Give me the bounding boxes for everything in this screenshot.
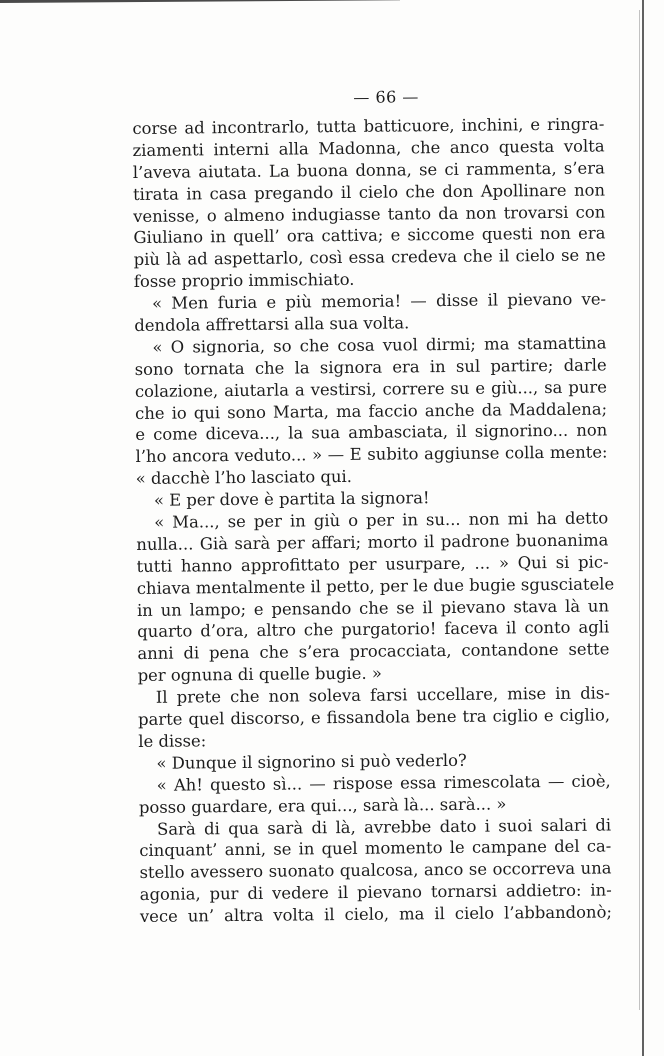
page-number: — 66 —	[353, 87, 419, 107]
text-line: ziamenti interni alla Madonna, che anco questa volta	[132, 136, 605, 160]
text-line: posso guardare, era qui..., sarà là... sarà... »	[138, 794, 507, 817]
text-line: « Dunque il signorino si può vederlo?	[156, 750, 467, 773]
text-line: fosse proprio immischiato.	[133, 270, 355, 292]
text-line: « E per dove è partita la signora!	[153, 488, 430, 510]
text-line: nulla... Già sarà per affari; morto il padrone buonanima	[136, 530, 609, 554]
text-line: cinquant’ anni, se in quel momento le campane del ca-	[139, 836, 612, 861]
text-line: anni di pena che s’era procacciata, contandone sette	[137, 639, 610, 664]
text-line: in un lampo; e pensando che se il pievano stava là un	[136, 596, 610, 620]
text-line: corse ad incontrarlo, tutta batticuore, inchini, e ringra-	[132, 114, 605, 138]
page-right-edge-binding	[642, 0, 644, 1056]
text-line: sono tornata che la signora era in sul partire; darle	[134, 355, 607, 379]
text-line: parte quel discorso, e fissandola bene tra ciglio e ciglio,	[137, 705, 611, 730]
text-line: « Ah! questo sì... — rispose essa rimescolata — cioè,	[156, 771, 611, 795]
text-line: chiava mentalmente il petto, per le due bugie sgusciatele	[136, 574, 615, 598]
text-line: Il prete che non soleva farsi uccellare, mise in dis-	[155, 683, 610, 707]
text-line: tutti hanno approfittato per usurpare, ... » Qui si pic-	[136, 552, 609, 576]
text-line: vece un’ altra volta il cielo, ma il cielo l’abbandonò;	[139, 902, 613, 927]
text-line: « Ma..., se per in giù o per in su... non mi ha detto	[154, 508, 609, 532]
text-line: Sarà di qua sarà di là, avrebbe dato i suoi salari di	[157, 814, 612, 839]
text-line: « dacchè l’ho lasciato qui.	[135, 467, 353, 489]
text-line: agonia, pur di vedere il pievano tornarsi addietro: in-	[139, 880, 612, 905]
text-line: più là ad aspettarlo, così essa credeva che il cielo se ne	[133, 245, 606, 270]
text-line: Giuliano in quell’ ora cattiva; e siccome questi non era	[133, 223, 606, 248]
page-right-edge-shadow	[639, 10, 640, 1010]
text-block	[132, 83, 615, 927]
text-line: l’ho ancora veduto... » — E subito aggiunse colla mente:	[135, 442, 608, 467]
text-line: e come diceva..., la sua ambasciata, il signorino... non	[135, 420, 608, 445]
text-line: per ognuna di quelle bugie. »	[137, 663, 383, 686]
text-line: « Men furia e più memoria! — disse il pievano ve-	[151, 289, 607, 313]
text-line: che io qui sono Marta, ma faccio anche da Maddalena;	[135, 399, 608, 423]
page-top-edge-scan-mark	[0, 0, 400, 11]
body-text	[132, 113, 615, 927]
text-line: stello avessero suonato qualcosa, anco se occorreva una	[139, 858, 612, 883]
text-line: l’aveva aiutata. La buona donna, se ci rammenta, s’era	[132, 158, 605, 182]
text-line: colazione, aiutarla a vestirsi, correre su e giù..., sa pure	[134, 377, 607, 401]
text-line: venisse, o almeno indugiasse tanto da non trovarsi con	[133, 202, 606, 226]
text-line: tirata in casa pregando il cielo che don Apollinare non	[132, 180, 606, 204]
text-line: le disse:	[138, 731, 207, 751]
text-line: dendola affrettarsi alla sua volta.	[134, 313, 410, 336]
text-line: « O signoria, so che cosa vuol dirmi; ma stamattina	[152, 333, 607, 357]
text-line: quarto d’ora, altro che purgatorio! faceva il conto agli	[137, 617, 610, 642]
